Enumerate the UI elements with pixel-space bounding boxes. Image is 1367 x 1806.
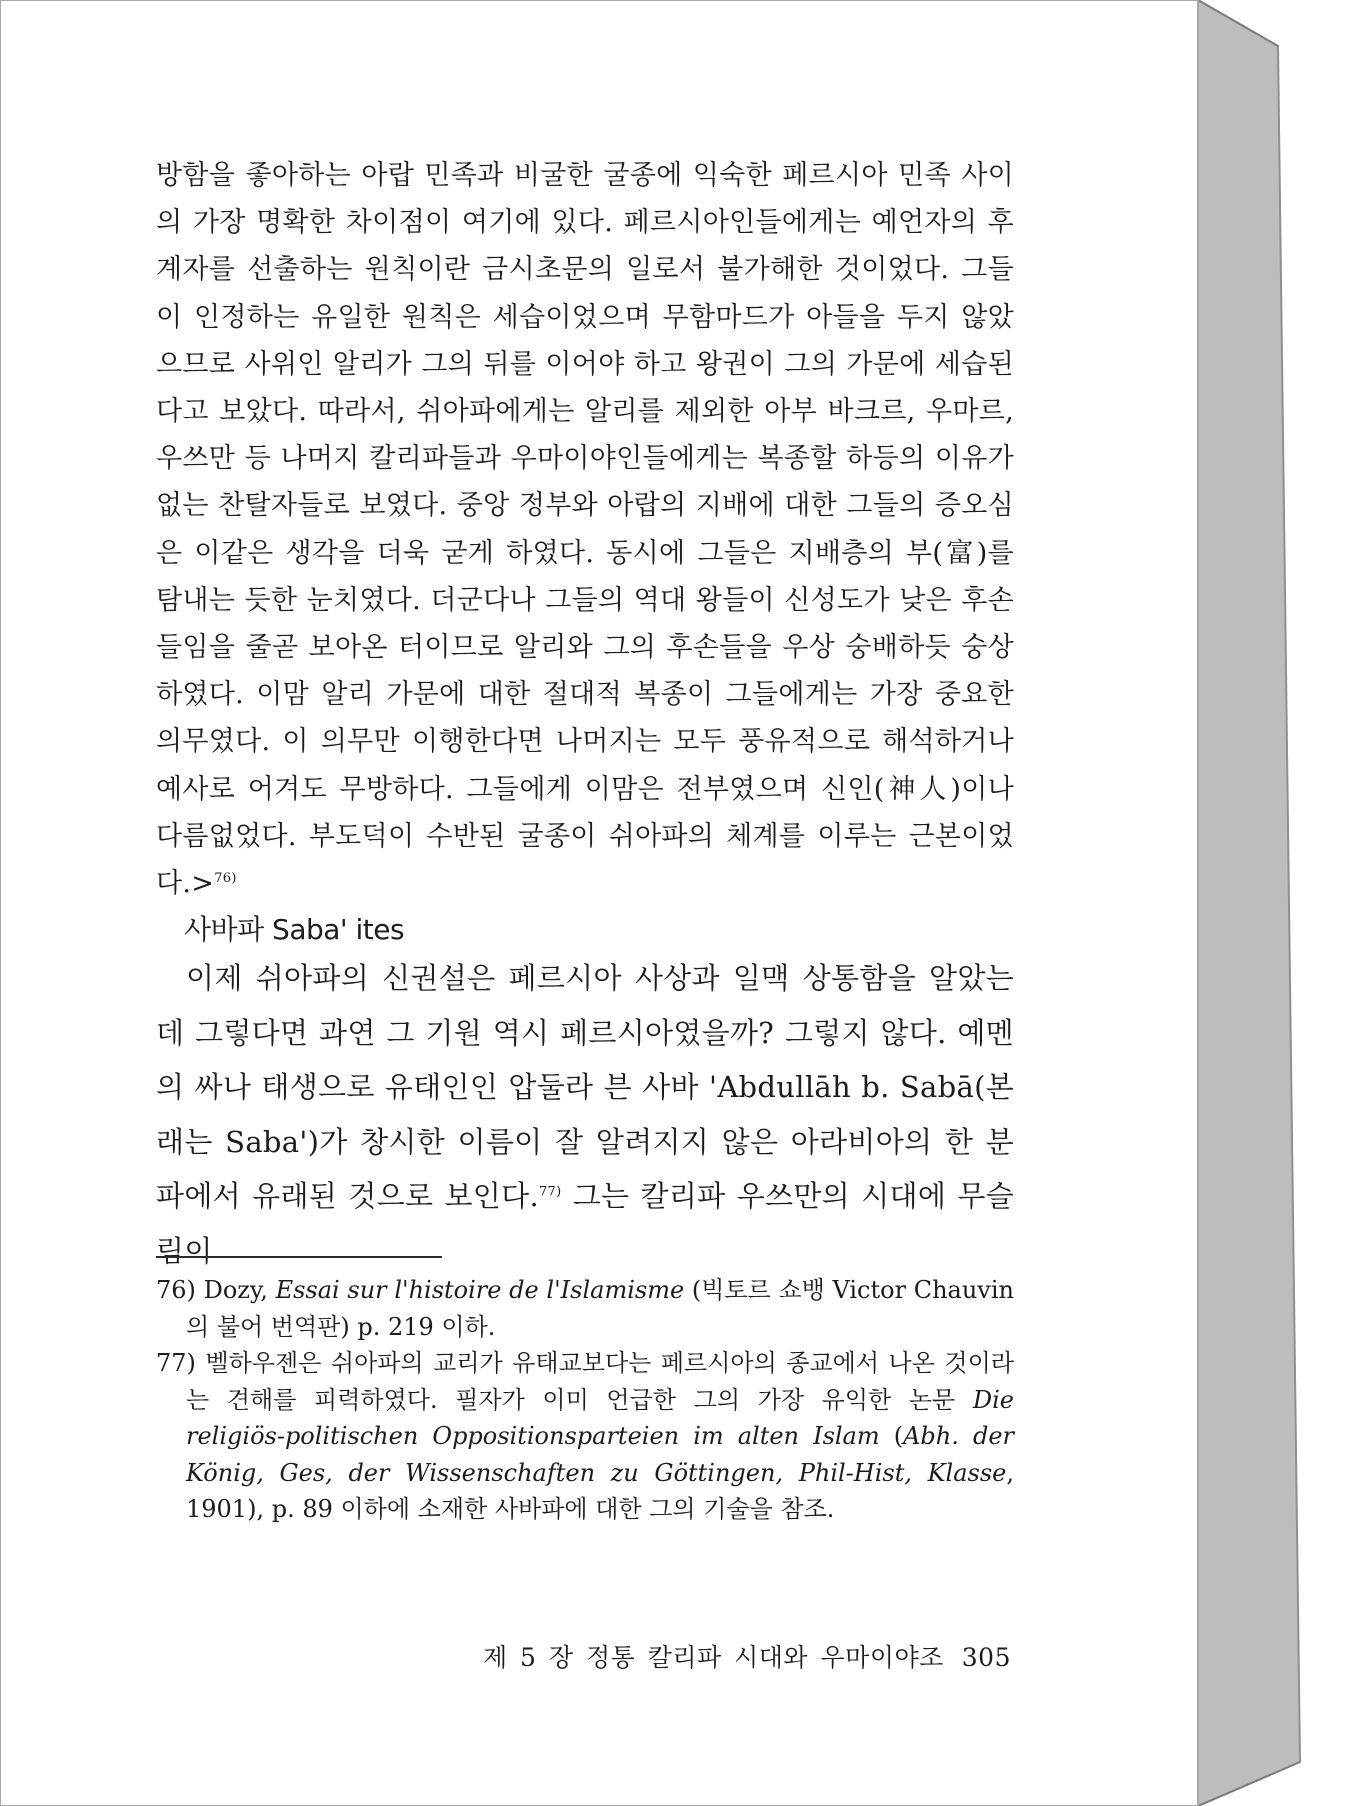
section-paragraph-continuation: 그는 칼리파 우쓰만의 시대에 무슬림이 — [156, 1179, 1014, 1268]
book-spine-side — [1198, 0, 1300, 1806]
section-paragraph-text: 이제 쉬아파의 신권설은 페르시아 사상과 일맥 상통함을 알았는데 그렇다면 과연 그 기원 역시 페르시아였을까? 그렇지 않다. 예멘의 싸나 태생으로 유태인인 압둘라 븐 사바 'Abdullāh b. Sabā(본래는 Saba')가 창시한 이름이 잘 알려지지 않은 아라비아의 한 분파에서 유래된 것으로 보인다. — [156, 961, 1014, 1213]
footnote-text: ( — [879, 1422, 904, 1450]
footnote-italic-title: Die religiös-politischen Oppositionsparteien im alten Islam — [186, 1385, 1014, 1450]
footnote-ref-77: 77) — [538, 1184, 562, 1200]
footnote-76 — [156, 1272, 1014, 1345]
main-paragraph-text: 방함을 좋아하는 아랍 민족과 비굴한 굴종에 익숙한 페르시아 민족 사이의 가장 명확한 차이점이 여기에 있다. 페르시아인들에게는 예언자의 후계자를 선출하는 원칙이란 금시초문의 일로서 불가해한 것이었다. 그들이 인정하는 유일한 원칙은 세습이었으며 무함마드가 아들을 두지 않았으므로 사위인 알리가 그의 뒤를 이어야 하고 왕권이 그의 가문에 세습된다고 보았다. 따라서, 쉬아파에게는 알리를 제외한 아부 바크르, 우마르, 우쓰만 등 나머지 칼리파들과 우마이야인들에게는 복종할 하등의 이유가 없는 찬탈자들로 보였다. 중앙 정부와 아랍의 지배에 대한 그들의 증오심은 이같은 생각을 더욱 굳게 하였다. 동시에 그들은 지배층의 부(富)를 탐내는 듯한 눈치였다. 더군다나 그들의 역대 왕들이 신성도가 낮은 후손들임을 줄곧 보아온 터이므로 알리와 그의 후손들을 우상 숭배하듯 숭상하였다. 이맘 알리 가문에 대한 절대적 복종이 그들에게는 가장 중요한 의무였다. 이 의무만 이행한다면 나머지는 모두 풍유적으로 해석하거나 예사로 어겨도 무방하다. 그들에게 이맘은 전부였으며 신인(神人)이나 다름없었다. 부도덕이 수반된 굴종이 쉬아파의 체계를 이루는 근본이었다.> — [156, 160, 1014, 900]
section-heading: 사바파 Saba' ites — [184, 913, 405, 946]
footnote-number: 76) — [156, 1276, 196, 1304]
page-number: 305 — [961, 1643, 1011, 1672]
footnote-text: (빅토르 쇼뱅 Victor Chauvin의 불어 번역판) p. 219 이하. — [186, 1276, 1014, 1341]
footnotes-list — [156, 1272, 1014, 1528]
section-paragraph — [156, 951, 1014, 1278]
footnote-77 — [156, 1345, 1014, 1528]
running-footer — [483, 1638, 1011, 1674]
chapter-title: 제 5 장 정통 칼리파 시대와 우마이야조 — [482, 1643, 944, 1672]
footnote-italic-source: Abh. der König, Ges, der Wissenschaften zu Göttingen, Phil-Hist, Klasse — [186, 1422, 1015, 1487]
footnote-text: , 1901), p. 89 이하에 소재한 사바파에 대한 그의 기술을 참조. — [186, 1458, 1014, 1523]
footnote-italic-title: Essai sur l'histoire de l'Islamisme — [275, 1276, 685, 1304]
footnote-number: 77) — [156, 1349, 196, 1377]
footnote-divider — [156, 1256, 442, 1258]
footnote-ref-76: 76) — [214, 871, 237, 887]
footnote-text: 벨하우젠은 쉬아파의 교리가 유태교보다는 페르시아의 종교에서 나온 것이라는 견해를 피력하였다. 필자가 이미 언급한 그의 가장 유익한 논문 — [186, 1349, 1014, 1414]
main-paragraph — [156, 152, 1014, 907]
footnote-text: Dozy, — [203, 1276, 276, 1304]
